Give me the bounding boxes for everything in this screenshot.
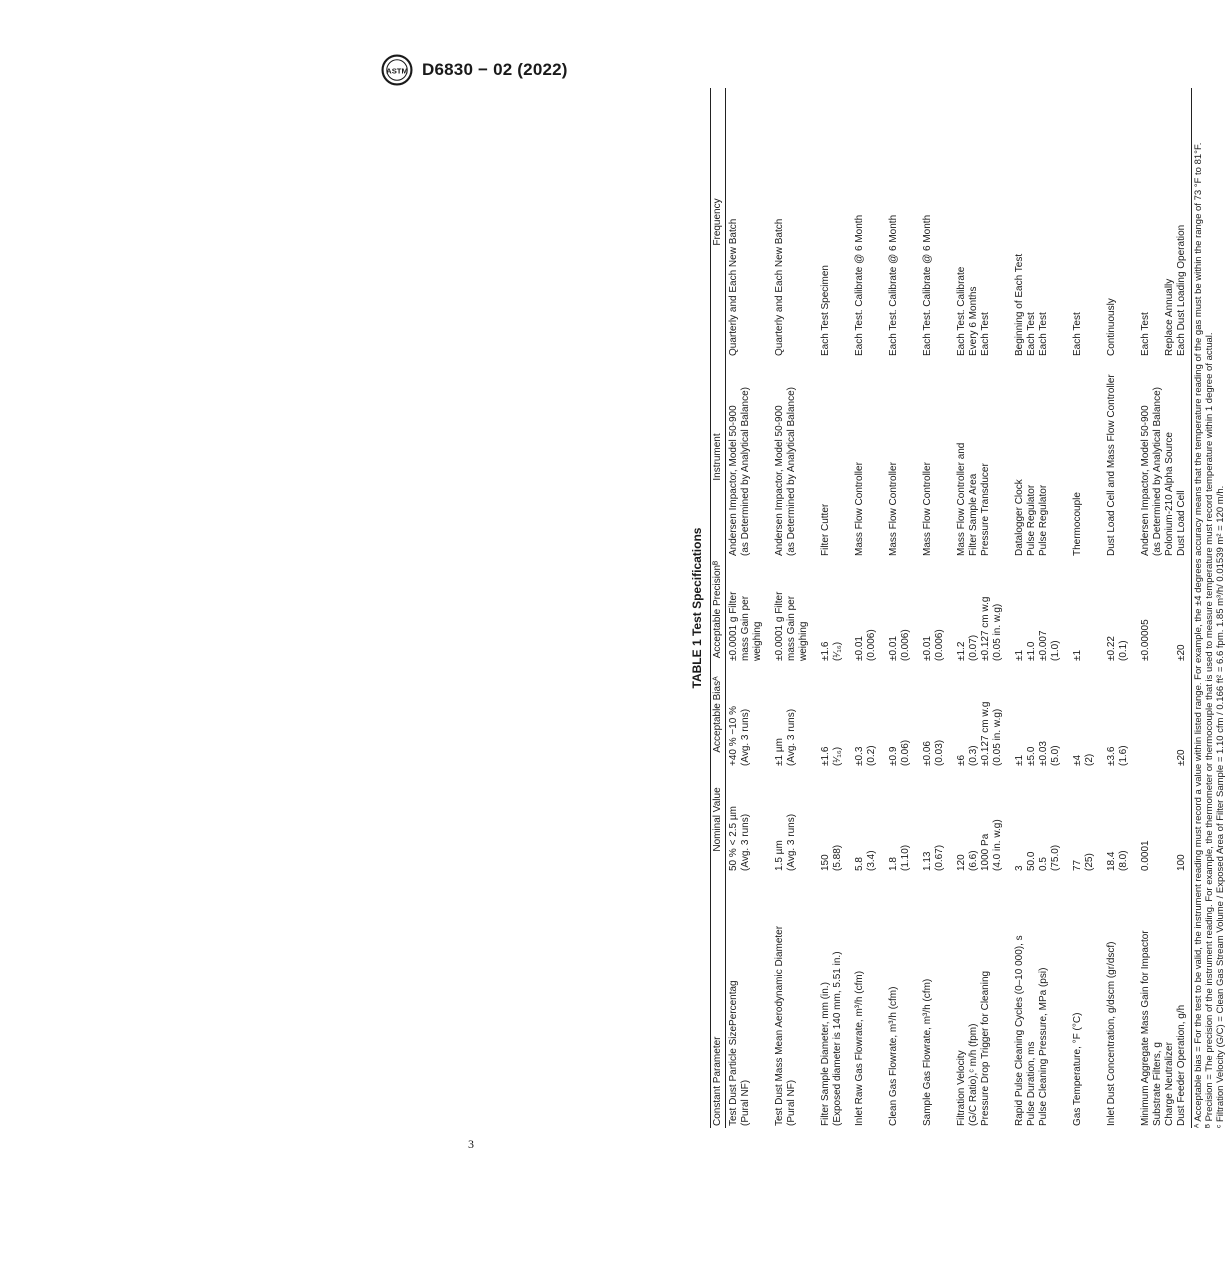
table-cell-param: Clean Gas Flowrate, m³/h (cfm) (888, 986, 899, 1126)
table-cell-bias: ±0.9 (0.06) (888, 739, 911, 766)
table-row (921, 88, 946, 1128)
table-cell-precision: ±0.00005 ±20 (1140, 619, 1187, 661)
table-header-row (711, 88, 726, 1128)
table-cell-frequency: Each Test. Calibrate @ 6 Month (854, 214, 865, 356)
table-row (1139, 88, 1188, 1128)
table-cell-frequency: Each Test Replace Annually Each Dust Loading Operation (1140, 224, 1187, 356)
table-row (887, 88, 912, 1128)
table-cell-bias: ±20 (1176, 749, 1187, 766)
table-cell-param: Minimum Aggregate Mass Gain for Impactor Substrate Filters, g Charge Neutralizer Dust Feeder Operation, g/h (1140, 930, 1187, 1126)
table-cell-bias: ±0.06 (0.03) (922, 739, 945, 766)
table-cell-nominal: 1.5 µm (Avg. 3 runs) (774, 813, 797, 871)
table-cell-instrument: Thermocouple (1072, 492, 1083, 556)
table-cell-instrument: Andersen Impactor, Model 50-900 (as Determined by Analytical Balance) Polonium-210 Alpha Source Dust Load Cell (1140, 387, 1187, 556)
table-cell-precision: ±0.0001 g Filter mass Gain per weighing (774, 591, 809, 661)
table-footnotes (1192, 88, 1226, 1128)
table-cell-nominal: 150 (5.88) (820, 844, 843, 871)
table-cell-nominal: 1.13 (0.67) (922, 844, 945, 871)
table-cell-nominal: 18.4 (8.0) (1106, 850, 1129, 871)
column-header: Acceptable Biasᴬ (712, 676, 723, 753)
table-cell-param: Filtration Velocity (G/C Ratio),ᶜ m/h (fpm) Pressure Drop Trigger for Cleaning (956, 970, 991, 1126)
table-cell-precision: ±0.01 (0.006) (922, 629, 945, 661)
table-cell-frequency: Beginning of Each Test Each Test Each Test (1014, 253, 1049, 356)
table-cell-bias: ±1 ±5.0 ±0.03 (5.0) (1014, 741, 1061, 766)
table-cell-nominal: 0.0001 100 (1140, 840, 1187, 871)
table-cell-nominal: 3 50.0 0.5 (75.0) (1014, 844, 1061, 871)
table-cell-nominal: 77 (25) (1072, 853, 1095, 871)
footnote-a: ᴬ Acceptable bias = For the test to be valid, the instrument reading must record a value within listed range. For example, the ±4 degrees accuracy means that the temperature reading of the gas must be within the range of 73 °F to 81°F. (1193, 142, 1204, 1128)
table-cell-frequency: Quarterly and Each New Batch (774, 218, 785, 356)
table-cell-instrument: Dust Load Cell and Mass Flow Controller (1106, 374, 1117, 556)
column-header: Nominal Value (712, 787, 723, 852)
table-cell-nominal: 5.8 (3.4) (854, 850, 877, 871)
table-cell-instrument: Mass Flow Controller (888, 462, 899, 556)
table-row (819, 88, 844, 1128)
table-row (1013, 88, 1062, 1128)
table-cell-bias: ±6 (0.3) ±0.127 cm w.g (0.05 in. w.g) (956, 701, 1003, 766)
column-header: Constant Parameter (712, 1036, 723, 1126)
table-cell-nominal: 120 (6.6) 1000 Pa (4.0 in. w.g) (956, 819, 1003, 871)
table-cell-nominal: 1.8 (1.10) (888, 844, 911, 871)
column-header: Acceptable Precisionᴮ (712, 560, 723, 659)
table-cell-param: Filter Sample Diameter, mm (in.) (Exposed diameter is 140 mm, 5.51 in.) (820, 951, 843, 1126)
column-header: Instrument (712, 433, 723, 481)
table-cell-precision: ±1.6 (¹⁄₁₆) (820, 641, 843, 661)
table-cell-param: Test Dust Particle SizePercentag (Pural NF) (728, 980, 751, 1126)
table-row (727, 88, 764, 1128)
table-cell-frequency: Each Test (1072, 312, 1083, 356)
table-row (955, 88, 1004, 1128)
table-body (727, 88, 1188, 1128)
rotated-table-container (690, 88, 1226, 1128)
astm-logo-icon (380, 53, 414, 87)
table-cell-bias: ±1 µm (Avg. 3 runs) (774, 708, 797, 766)
table-cell-instrument: Mass Flow Controller (922, 462, 933, 556)
table-cell-precision: ±0.22 (0.1) (1106, 636, 1129, 661)
table-cell-bias: ±0.3 (0.2) (854, 745, 877, 766)
table-cell-precision: ±1 ±1.0 ±0.007 (1.0) (1014, 630, 1061, 661)
table-cell-instrument: Mass Flow Controller (854, 462, 865, 556)
footnote-b: ᴮ Precision = The precision of the instrument reading. For example, the thermometer or thermocouple that is used to measure temperature must record temperature within 1 degree of actual. (1204, 332, 1215, 1128)
table-cell-precision: ±0.01 (0.006) (854, 629, 877, 661)
table-row (1105, 88, 1130, 1128)
table-cell-param: Gas Temperature, °F (°C) (1072, 1012, 1083, 1126)
table-cell-bias: +40 % −10 % (Avg. 3 runs) (728, 705, 751, 766)
table-cell-bias: ±1.6 (¹⁄₁₆) (820, 746, 843, 766)
table-row (853, 88, 878, 1128)
page-number: 3 (468, 1137, 474, 1151)
table-row (1071, 88, 1096, 1128)
document-designation: D6830 − 02 (2022) (422, 60, 568, 79)
table-row (773, 88, 810, 1128)
table-cell-frequency: Continuously (1106, 298, 1117, 356)
table-cell-precision: ±0.0001 g Filter mass Gain per weighing (728, 591, 763, 661)
table-cell-frequency: Each Test. Calibrate @ 6 Month (922, 214, 933, 356)
table-cell-instrument: Andersen Impactor, Model 50-900 (as Determined by Analytical Balance) (728, 387, 751, 556)
column-header: Frequency (712, 198, 723, 246)
table-cell-nominal: 50 % < 2.5 µm (Avg. 3 runs) (728, 806, 751, 871)
table-cell-frequency: Quarterly and Each New Batch (728, 218, 739, 356)
table-cell-frequency: Each Test. Calibrate @ 6 Month (888, 214, 899, 356)
table-cell-instrument: Mass Flow Controller and Filter Sample Area Pressure Transducer (956, 442, 991, 556)
table-title: TABLE 1 Test Specifications (690, 527, 704, 689)
table-cell-param: Inlet Dust Concentration, g/dscm (gr/dscf) (1106, 941, 1117, 1126)
table-cell-param: Test Dust Mass Mean Aerodynamic Diameter (Pural NF) (774, 925, 797, 1126)
table-cell-frequency: Each Test. Calibrate Every 6 Months Each Test (956, 266, 991, 356)
svg-text:ASTM: ASTM (386, 66, 408, 76)
table-cell-param: Inlet Raw Gas Flowrate, m³/h (cfm) (854, 970, 865, 1126)
table-cell-instrument: Datalogger Clock Pulse Regulator Pulse Regulator (1014, 479, 1049, 556)
document-header (380, 52, 640, 88)
table-cell-precision: ±1 (1072, 649, 1083, 661)
table-cell-bias: ±3.6 (1.6) (1106, 745, 1129, 766)
table-cell-precision: ±1.2 (0.07) ±0.127 cm w.g (0.05 in. w.g) (956, 596, 1003, 661)
table-cell-precision: ±0.01 (0.006) (888, 629, 911, 661)
spec-table (710, 88, 1226, 1128)
table-cell-param: Sample Gas Flowrate, m³/h (cfm) (922, 978, 933, 1126)
table-cell-frequency: Each Test Specimen (820, 265, 831, 356)
footnote-c: ᶜ Filtration Velocity (G/C) = Clean Gas Stream Volume / Exposed Area of Filter Sample = 1.10 cfm / 0.166 ft² = 6.6 fpm. 1.85 m³/h/ 0.01539 m² = 120 m/h. (1215, 485, 1226, 1128)
table-cell-param: Rapid Pulse Cleaning Cycles (0–10 000), s Pulse Duration, ms Pulse Cleaning Pressure, MPa (psi) (1014, 935, 1049, 1126)
table-cell-bias: ±4 (2) (1072, 753, 1095, 766)
table-cell-instrument: Filter Cutter (820, 503, 831, 556)
table-cell-instrument: Andersen Impactor, Model 50-900 (as Determined by Analytical Balance) (774, 387, 797, 556)
